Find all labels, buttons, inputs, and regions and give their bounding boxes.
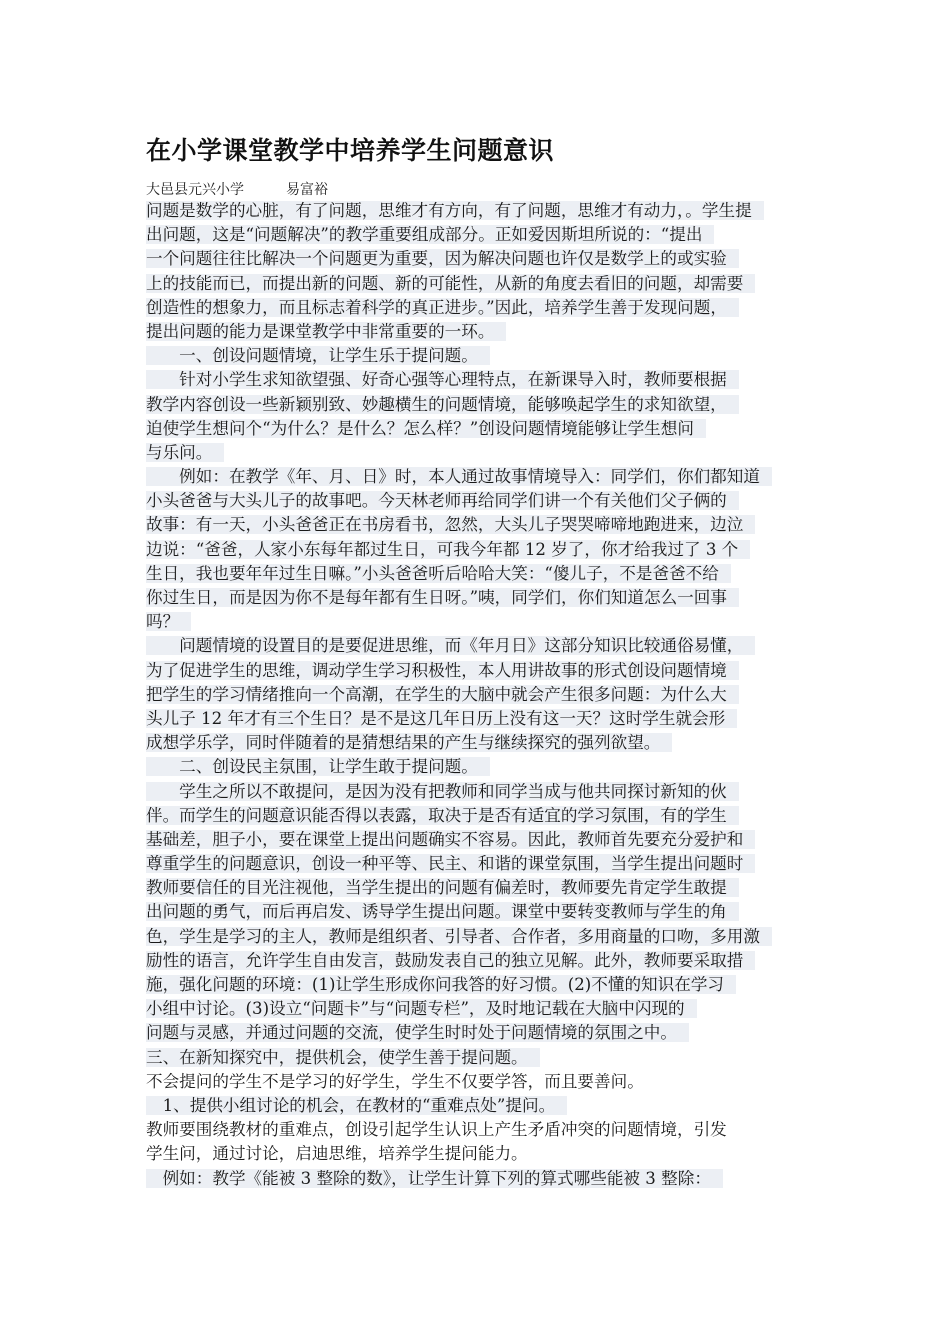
text-line-content: 施，强化问题的环境：(1)让学生形成你问我答的好习惯。(2)不懂的知识在学习 [146,975,736,994]
text-line [146,586,816,610]
text-line-content: 1、提供小组讨论的机会，在教材的“重难点处”提问。 [146,1096,567,1115]
text-line-content: 色，学生是学习的主人，教师是组织者、引导者、合作者，多用商量的口吻，多用激 [146,927,772,946]
text-line-content: 问题是数学的心脏，有了问题，思维才有方向，有了问题，思维才有动力，。学生提 [146,201,764,220]
text-line [146,223,816,247]
text-line [146,562,816,586]
text-line [146,465,816,489]
text-line-content: 教师要信任的目光注视他，当学生提出的问题有偏差时，教师要先肯定学生敢提 [146,878,739,897]
text-line-content: 基础差，胆子小，要在课堂上提出问题确实不容易。因此，教师首先要充分爱护和 [146,830,755,849]
text-line [146,997,816,1021]
text-line-content: 学生之所以不敢提问，是因为没有把教师和同学当成与他共同探讨新知的伙 [146,782,739,801]
text-line [146,1046,816,1070]
text-line-content: 问题情境的设置目的是要促进思维，而《年月日》这部分知识比较通俗易懂， [146,636,755,655]
text-line-content: 与乐问。 [146,443,224,462]
text-line [146,441,816,465]
text-line [146,247,816,271]
text-line-content: 迫使学生想问个“为什么？是什么？怎么样？”创设问题情境能够让学生想问 [146,419,706,438]
text-line [146,1142,816,1166]
text-line [146,659,816,683]
text-line [146,925,816,949]
text-line-content: 伴。而学生的问题意识能否得以表露，取决于是否有适宜的学习氛围，有的学生 [146,806,739,825]
text-line-content: 教学内容创设一些新颖别致、妙趣横生的问题情境，能够唤起学生的求知欲望， [146,395,739,414]
text-line [146,272,816,296]
text-line-content: 小头爸爸与大头儿子的故事吧。今天林老师再给同学们讲一个有关他们父子俩的 [146,491,739,510]
text-line-content: 问题与灵感，并通过问题的交流，使学生时时处于问题情境的氛围之中。 [146,1023,689,1042]
text-line [146,417,816,441]
text-line-content: 一个问题往往比解决一个问题更为重要，因为解决问题也许仅是数学上的或实验 [146,249,739,268]
text-line [146,368,816,392]
text-line-content: 针对小学生求知欲望强、好奇心强等心理特点，在新课导入时，教师要根据 [146,370,739,389]
text-line [146,900,816,924]
text-line-content: 创造性的想象力，而且标志着科学的真正进步。”因此，培养学生善于发现问题， [146,298,739,317]
text-line [146,538,816,562]
text-line [146,683,816,707]
text-line-content: 提出问题的能力是课堂教学中非常重要的一环。 [146,322,506,341]
text-line-content: 不会提问的学生不是学习的好学生，学生不仅要学答，而且要善问。 [146,1071,644,1091]
text-line-content: 尊重学生的问题意识，创设一种平等、民主、和谐的课堂氛围，当学生提出问题时 [146,854,755,873]
text-line [146,320,816,344]
text-line-content: 为了促进学生的思维，调动学生学习积极性，本人用讲故事的形式创设问题情境 [146,661,739,680]
text-line-content: 把学生的学习情绪推向一个高潮，在学生的大脑中就会产生很多问题：为什么大 [146,685,739,704]
text-line [146,393,816,417]
text-line [146,1021,816,1045]
text-line-content: 故事：有一天，小头爸爸正在书房看书，忽然，大头儿子哭哭啼啼地跑进来，边泣 [146,515,755,534]
text-line [146,828,816,852]
text-line [146,296,816,320]
text-line-content: 例如：在教学《年、月、日》时，本人通过故事情境导入：同学们，你们都知道 [146,467,772,486]
text-line-content: 生日，我也要年年过生日嘛。”小头爸爸听后哈哈大笑：“傻儿子，不是爸爸不给 [146,564,731,583]
text-line [146,1118,816,1142]
text-line [146,1094,816,1118]
text-line-content: 头儿子 12 年才有三个生日？是不是这几年日历上没有这一天？这时学生就会形 [146,709,737,728]
text-line-content: 小组中讨论。(3)设立“问题卡”与“问题专栏”，及时地记载在大脑中闪现的 [146,999,697,1018]
text-line [146,852,816,876]
text-line [146,634,816,658]
text-line-content: 例如：教学《能被 3 整除的数》，让学生计算下列的算式哪些能被 3 整除： [146,1169,723,1188]
text-line-content: 出问题的勇气，而后再启发、诱导学生提出问题。课堂中要转变教师与学生的角 [146,902,739,921]
text-line-content: 教师要围绕教材的重难点，创设引起学生认识上产生矛盾冲突的问题情境，引发 [146,1120,727,1140]
text-line-content: 三、在新知探究中，提供机会，使学生善于提问题。 [146,1048,540,1067]
document-title: 在小学课堂教学中培养学生问题意识 [146,136,555,165]
text-line [146,755,816,779]
text-line-content: 二、创设民主氛围，让学生敢于提问题。 [146,757,490,776]
text-line-content: 成想学乐学，同时伴随着的是猜想结果的产生与继续探究的强列欲望。 [146,733,672,752]
text-line [146,1070,816,1094]
text-line [146,489,816,513]
text-line-content: 励性的语言，允许学生自由发言，鼓励发表自己的独立见解。此外，教师要采取措 [146,951,755,970]
text-line-content: 边说：“爸爸，人家小东每年都过生日，可我今年都 12 岁了，你才给我过了 3 个 [146,540,750,559]
text-line [146,780,816,804]
text-line-content: 学生问，通过讨论，启迪思维，培养学生提问能力。 [146,1144,528,1164]
text-line [146,876,816,900]
text-line [146,199,816,223]
text-line [146,610,816,634]
document-byline: 大邑县元兴小学 易富裕 [146,182,328,198]
text-line [146,973,816,997]
text-line [146,1167,816,1191]
text-line [146,344,816,368]
text-line [146,949,816,973]
text-line-content: 出问题，这是“问题解决”的教学重要组成部分。正如爱因斯坦所说的：“提出 [146,225,714,244]
text-line-content: 上的技能而已，而提出新的问题、新的可能性，从新的角度去看旧的问题，却需要 [146,274,755,293]
text-line [146,731,816,755]
text-line [146,513,816,537]
document-body [146,199,816,1191]
text-line-content: 一、创设问题情境，让学生乐于提问题。 [146,346,490,365]
text-line [146,804,816,828]
text-line [146,707,816,731]
text-line-content: 吗？ [146,612,191,631]
text-line-content: 你过生日，而是因为你不是每年都有生日呀。”咦，同学们，你们知道怎么一回事 [146,588,739,607]
